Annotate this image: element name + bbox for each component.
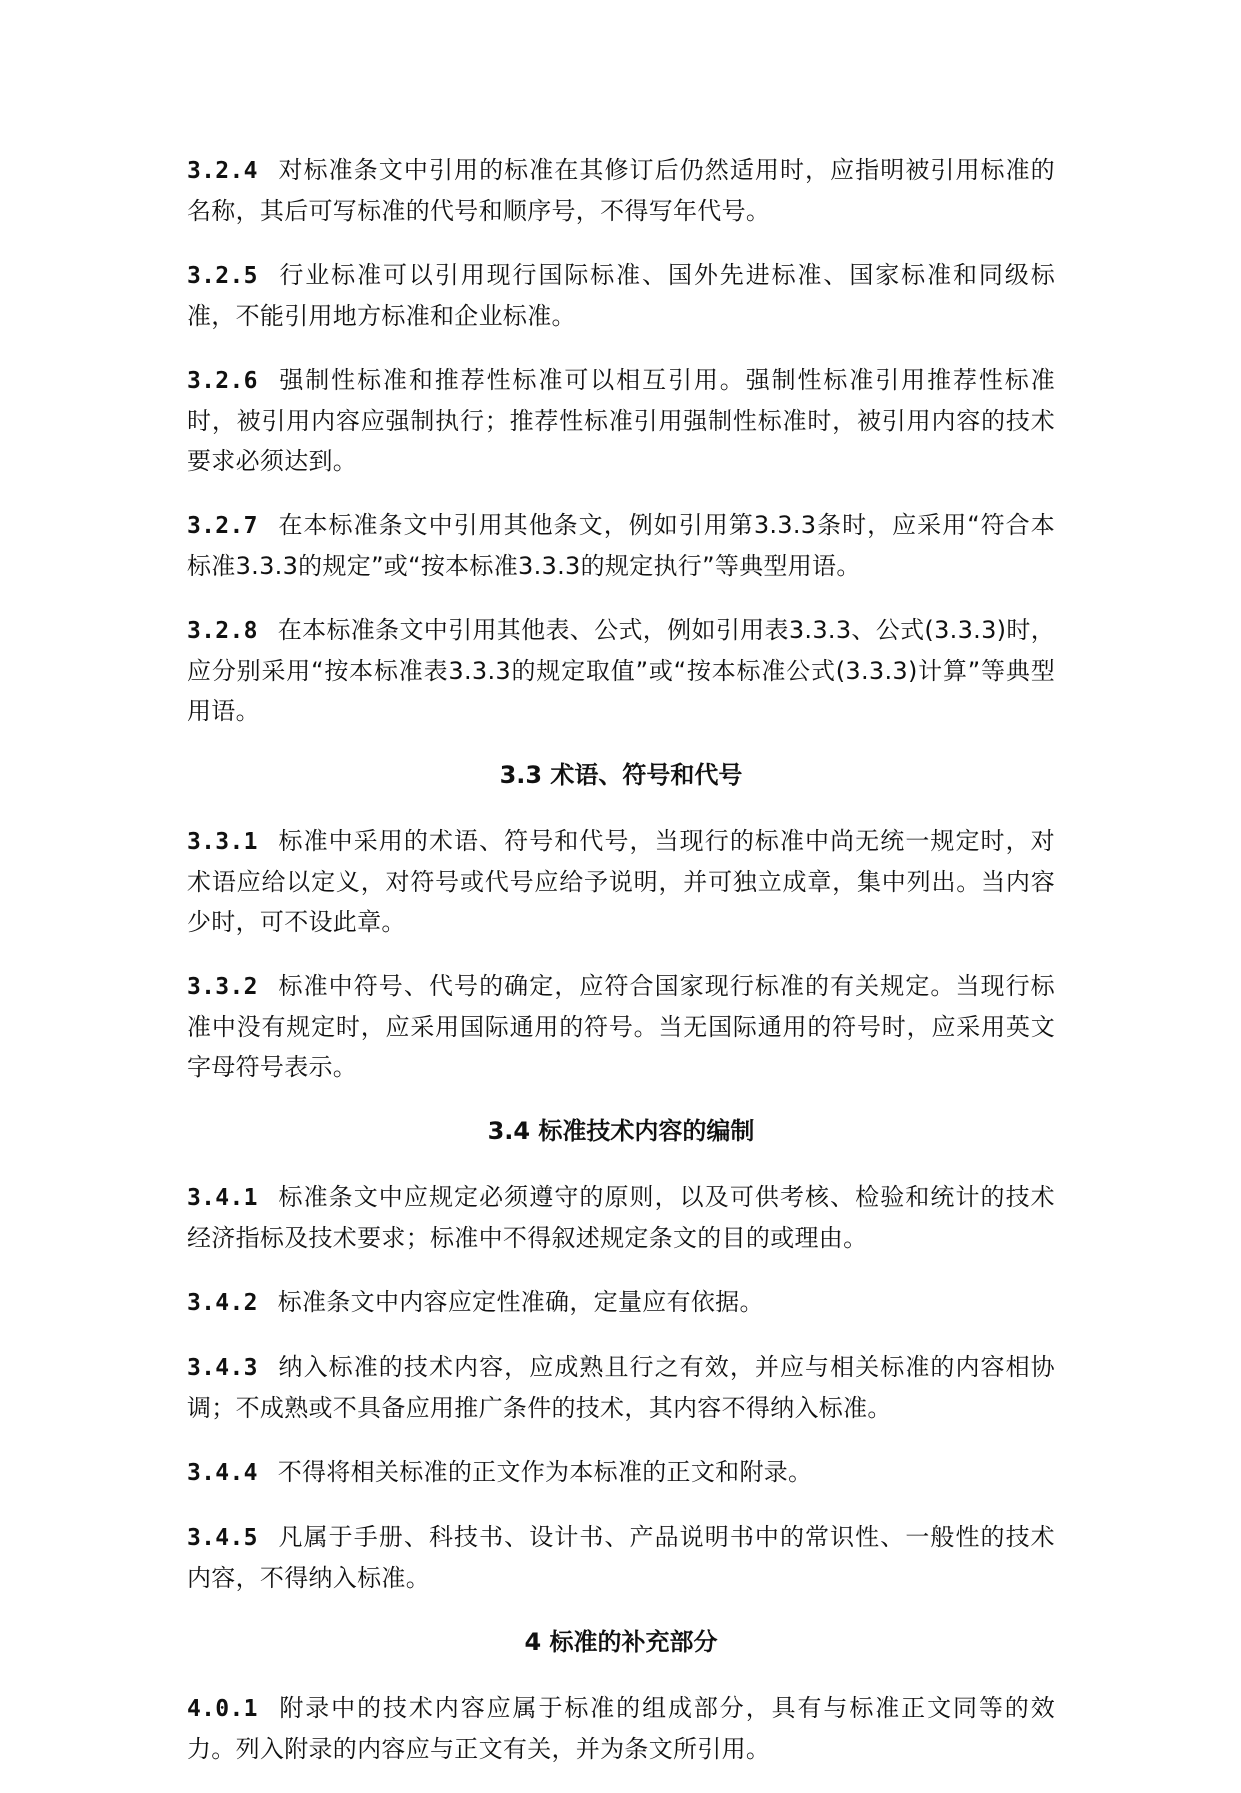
- clause-number: 3.2.5: [187, 263, 258, 289]
- clause-3-4-2: [187, 1282, 1055, 1323]
- clause-3-2-7: [187, 505, 1055, 586]
- clause-3-4-1: [187, 1177, 1055, 1258]
- clause-text: 不得将相关标准的正文作为本标准的正文和附录。: [277, 1458, 813, 1486]
- clause-text: 纳入标准的技术内容，应成熟且行之有效，并应与相关标准的内容相协调；不成熟或不具备应用推广条件的技术，其内容不得纳入标准。: [187, 1353, 1055, 1422]
- clause-text: 标准条文中内容应定性准确，定量应有依据。: [277, 1288, 764, 1316]
- document-page: [187, 150, 1055, 1793]
- clause-number: 3.4.2: [187, 1290, 258, 1316]
- clause-number: 3.2.6: [187, 368, 258, 394]
- clause-3-3-1: [187, 821, 1055, 942]
- clause-3-2-6: [187, 360, 1055, 481]
- clause-3-2-4: [187, 150, 1055, 231]
- clause-3-4-5: [187, 1517, 1055, 1598]
- clause-4-0-1: [187, 1688, 1055, 1769]
- clause-number: 3.3.1: [187, 829, 258, 855]
- clause-number: 3.2.4: [187, 158, 258, 184]
- clause-number: 3.4.5: [187, 1525, 258, 1551]
- clause-number: 3.2.8: [187, 618, 258, 644]
- section-heading-4: 4 标准的补充部分: [524, 1628, 718, 1656]
- section-heading-3-4: 3.4 标准技术内容的编制: [487, 1117, 755, 1145]
- clause-text: 行业标准可以引用现行国际标准、国外先进标准、国家标准和同级标准，不能引用地方标准和企业标准。: [187, 261, 1055, 330]
- clause-text: 对标准条文中引用的标准在其修订后仍然适用时，应指明被引用标准的名称，其后可写标准的代号和顺序号，不得写年代号。: [187, 156, 1055, 225]
- clause-text: 在本标准条文中引用其他条文，例如引用第3.3.3条时，应采用“符合本标准3.3.3的规定”或“按本标准3.3.3的规定执行”等典型用语。: [187, 511, 1055, 580]
- clause-3-3-2: [187, 966, 1055, 1087]
- clause-3-2-5: [187, 255, 1055, 336]
- clause-3-4-3: [187, 1347, 1055, 1428]
- section-heading-3-3: 3.3 术语、符号和代号: [499, 761, 743, 789]
- clause-text: 标准中采用的术语、符号和代号，当现行的标准中尚无统一规定时，对术语应给以定义，对符号或代号应给予说明，并可独立成章，集中列出。当内容少时，可不设此章。: [187, 827, 1055, 936]
- clause-text: 标准中符号、代号的确定，应符合国家现行标准的有关规定。当现行标准中没有规定时，应采用国际通用的符号。当无国际通用的符号时，应采用英文字母符号表示。: [187, 972, 1055, 1081]
- clause-number: 4.0.1: [187, 1696, 258, 1722]
- clause-text: 标准条文中应规定必须遵守的原则，以及可供考核、检验和统计的技术经济指标及技术要求；标准中不得叙述规定条文的目的或理由。: [187, 1183, 1055, 1252]
- clause-number: 3.4.4: [187, 1460, 258, 1486]
- clause-text: 强制性标准和推荐性标准可以相互引用。强制性标准引用推荐性标准时，被引用内容应强制执行；推荐性标准引用强制性标准时，被引用内容的技术要求必须达到。: [187, 366, 1055, 475]
- clause-text: 附录中的技术内容应属于标准的组成部分，具有与标准正文同等的效力。列入附录的内容应与正文有关，并为条文所引用。: [187, 1694, 1055, 1763]
- clause-text: 凡属于手册、科技书、设计书、产品说明书中的常识性、一般性的技术内容，不得纳入标准。: [187, 1523, 1055, 1592]
- clause-number: 3.4.1: [187, 1185, 258, 1211]
- clause-number: 3.2.7: [187, 513, 258, 539]
- clause-3-4-4: [187, 1452, 1055, 1493]
- clause-number: 3.3.2: [187, 974, 258, 1000]
- clause-number: 3.4.3: [187, 1355, 258, 1381]
- clause-text: 在本标准条文中引用其他表、公式，例如引用表3.3.3、公式(3.3.3)时，应分别采用“按本标准表3.3.3的规定取值”或“按本标准公式(3.3.3)计算”等典型用语。: [187, 616, 1055, 725]
- clause-3-2-8: [187, 610, 1055, 731]
